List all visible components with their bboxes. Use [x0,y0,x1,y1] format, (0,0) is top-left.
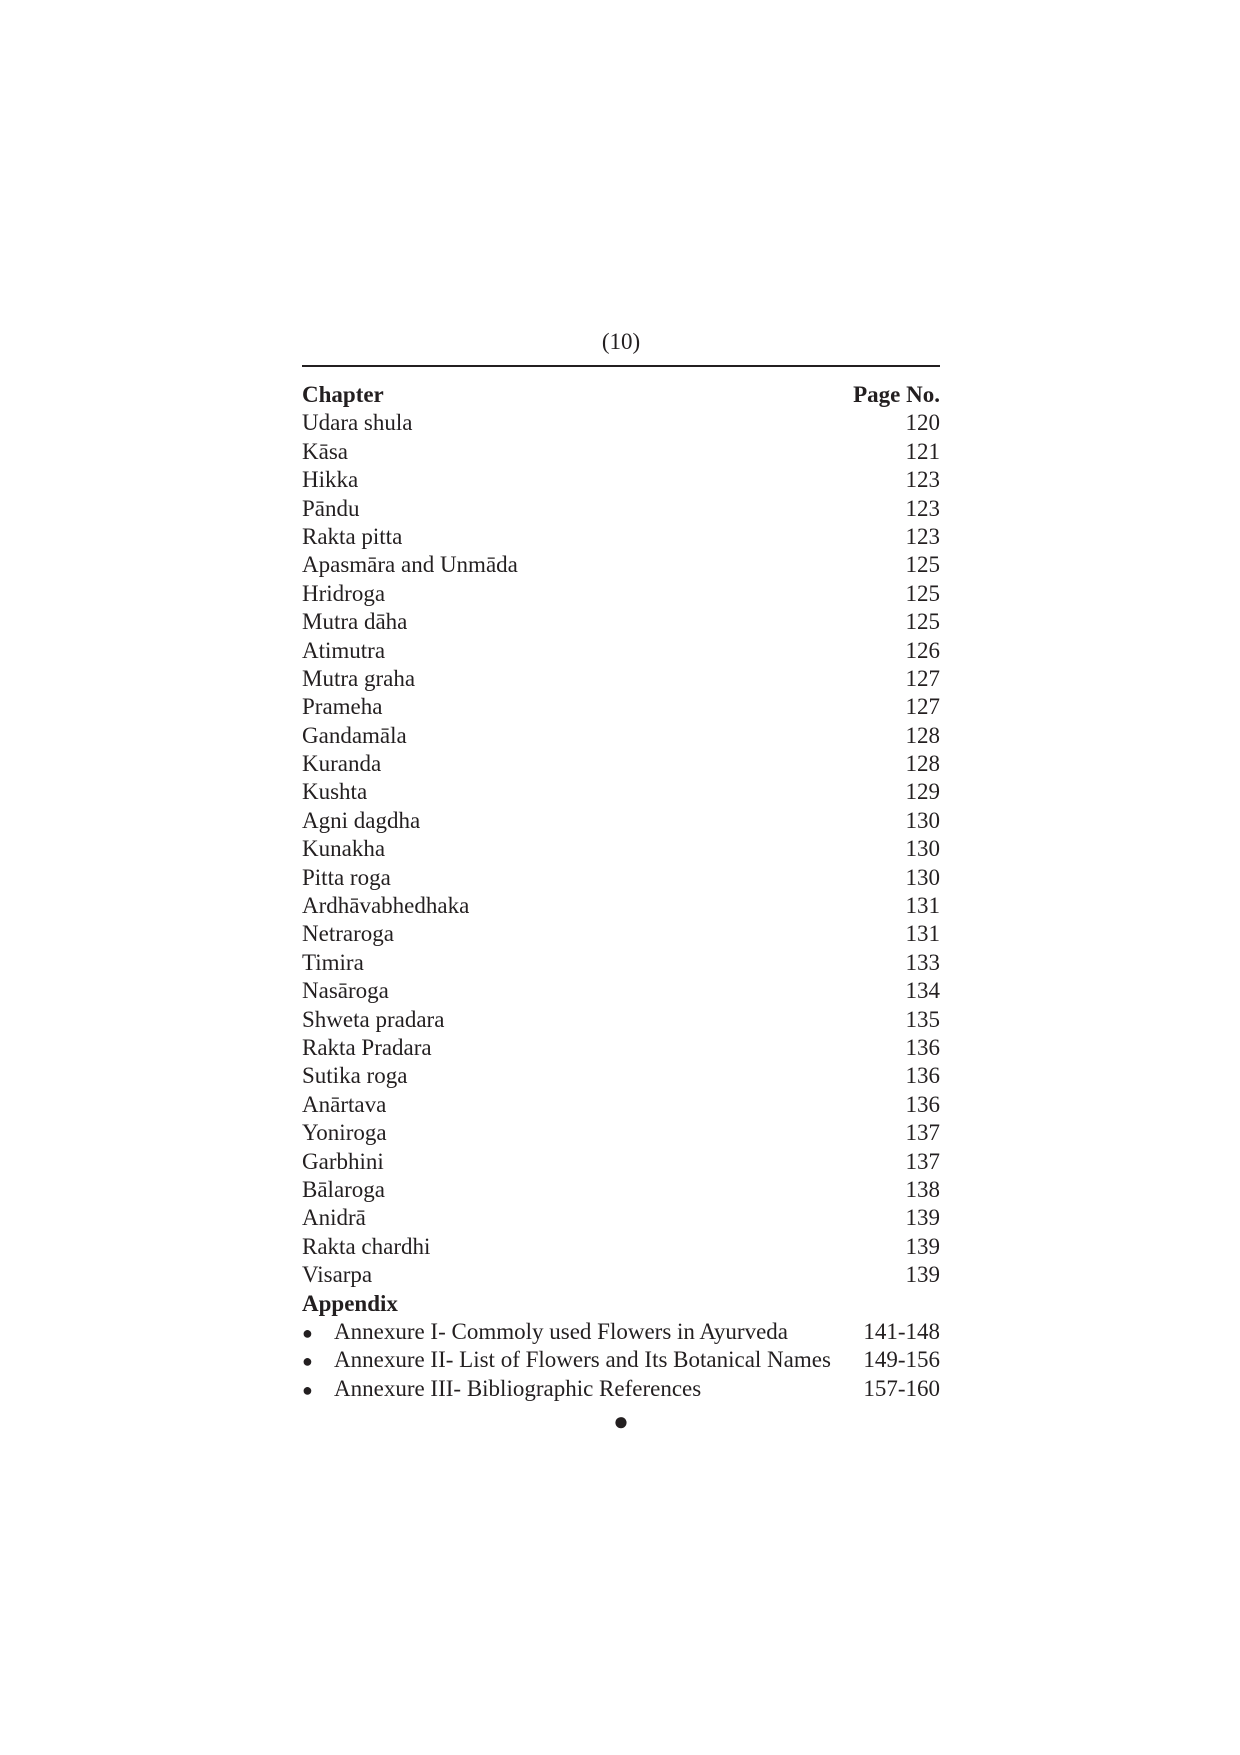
annexure-pages: 157-160 [863,1375,940,1401]
toc-page [302,328,940,1437]
toc-entry-page: 139 [905,1205,940,1231]
toc-entry-page: 128 [905,722,940,748]
annexure-title: Annexure III- Bibliographic References [334,1375,702,1401]
toc-entry-title: Kunakha [302,836,386,862]
toc-entry-page: 139 [905,1262,940,1288]
toc-entry-page: 137 [905,1148,940,1174]
toc-entry-page: 130 [905,864,940,890]
toc-header [302,381,940,409]
toc-entry-title: Mutra graha [302,665,416,691]
toc-entry-title: Kuranda [302,751,382,777]
toc-entry [302,1148,940,1176]
toc-entry-page: 127 [905,665,940,691]
page-column-label: Page No. [853,382,940,407]
bullet-icon: ● [302,1351,313,1372]
toc-entry-title: Nasāroga [302,978,389,1004]
toc-entry-page: 127 [905,694,940,720]
toc-entry-title: Hikka [302,467,359,493]
toc-entry-title: Visarpa [302,1262,373,1288]
toc-entry-title: Garbhini [302,1148,384,1174]
toc-entry [302,523,940,551]
toc-entry-title: Anārtava [302,1091,387,1117]
toc-entry [302,580,940,608]
toc-entry-title: Udara shula [302,410,413,436]
annexure-item [302,1318,940,1346]
chapter-column-label: Chapter [302,382,384,407]
toc-entry [302,551,940,579]
bullet-icon: ● [302,1379,313,1400]
toc-entry [302,750,940,778]
toc-entry-page: 123 [905,467,940,493]
toc-entry-page: 136 [905,1063,940,1089]
toc-entry-page: 136 [905,1091,940,1117]
appendix-list [302,1318,940,1403]
toc-entry-title: Timira [302,949,364,975]
toc-entry-page: 126 [905,637,940,663]
toc-entry [302,1233,940,1261]
annexure-item [302,1346,940,1374]
toc-entry-title: Agni dagdha [302,807,421,833]
toc-entry [302,807,940,835]
toc-entry-page: 135 [905,1006,940,1032]
toc-entry-title: Sutika roga [302,1063,408,1089]
toc-entry [302,864,940,892]
toc-entry [302,1204,940,1232]
toc-entry-title: Rakta Pradara [302,1034,432,1060]
toc-entry [302,495,940,523]
annexure-left [302,1375,701,1404]
toc-entry-page: 130 [905,807,940,833]
toc-entry [302,693,940,721]
annexure-left [302,1346,831,1375]
toc-entry [302,835,940,863]
toc-entry [302,665,940,693]
toc-entry [302,920,940,948]
toc-entry-title: Yoniroga [302,1120,387,1146]
toc-entry-title: Anidrā [302,1205,366,1231]
toc-entry [302,608,940,636]
toc-entry-title: Mutra dāha [302,609,408,635]
toc-entry-page: 139 [905,1233,940,1259]
toc-entry [302,949,940,977]
toc-entry-title: Ardhāvabhedhaka [302,893,470,919]
toc-entry-title: Pāndu [302,495,360,521]
toc-entry-page: 125 [905,609,940,635]
toc-entry-page: 131 [905,921,940,947]
toc-entry-page: 123 [905,495,940,521]
toc-entry [302,722,940,750]
toc-entry-page: 121 [905,438,940,464]
annexure-item [302,1375,940,1403]
toc-entry [302,466,940,494]
toc-entry-page: 125 [905,580,940,606]
toc-entry-title: Kāsa [302,438,348,464]
toc-entry-title: Hridroga [302,580,386,606]
toc-entry-page: 130 [905,836,940,862]
toc-entry [302,892,940,920]
toc-entry [302,977,940,1005]
toc-entry-page: 131 [905,893,940,919]
annexure-title: Annexure I- Commoly used Flowers in Ayurveda [334,1318,788,1344]
toc-entry-title: Kushta [302,779,368,805]
toc-entry [302,1034,940,1062]
toc-entry [302,1261,940,1289]
toc-entry [302,438,940,466]
toc-entry-title: Prameha [302,694,383,720]
appendix-title: Appendix [302,1290,398,1316]
annexure-title: Annexure II- List of Flowers and Its Botanical Names [334,1347,831,1373]
toc-entry-title: Atimutra [302,637,386,663]
toc-entry-page: 125 [905,552,940,578]
annexure-pages: 141-148 [863,1318,940,1344]
toc-entry-page: 133 [905,949,940,975]
toc-entry [302,409,940,437]
toc-entry-title: Netraroga [302,921,394,947]
toc-entry [302,1119,940,1147]
toc-entry-page: 123 [905,523,940,549]
toc-entry-page: 137 [905,1120,940,1146]
toc-entry [302,637,940,665]
toc-entry-title: Pitta roga [302,864,391,890]
toc-entry-page: 134 [905,978,940,1004]
toc-entry-title: Rakta chardhi [302,1233,431,1259]
toc-entry [302,1006,940,1034]
toc-entry [302,1062,940,1090]
toc-entry-page: 138 [905,1176,940,1202]
toc-entries [302,409,940,1289]
toc-entry [302,778,940,806]
header-rule [302,365,940,367]
toc-entry-title: Apasmāra and Unmāda [302,552,518,578]
annexure-left [302,1318,788,1347]
toc-entry-title: Bālaroga [302,1176,386,1202]
toc-entry-page: 128 [905,751,940,777]
toc-entry-title: Gandamāla [302,722,407,748]
toc-entry [302,1091,940,1119]
bullet-icon: ● [302,1322,313,1343]
toc-entry-page: 129 [905,779,940,805]
toc-entry-title: Rakta pitta [302,523,403,549]
annexure-pages: 149-156 [863,1347,940,1373]
toc-entry-page: 120 [905,410,940,436]
end-mark-icon: ● [613,1407,629,1437]
page-number: (10) [601,329,641,354]
toc-entry [302,1176,940,1204]
toc-entry-page: 136 [905,1034,940,1060]
toc-entry-title: Shweta pradara [302,1006,445,1032]
